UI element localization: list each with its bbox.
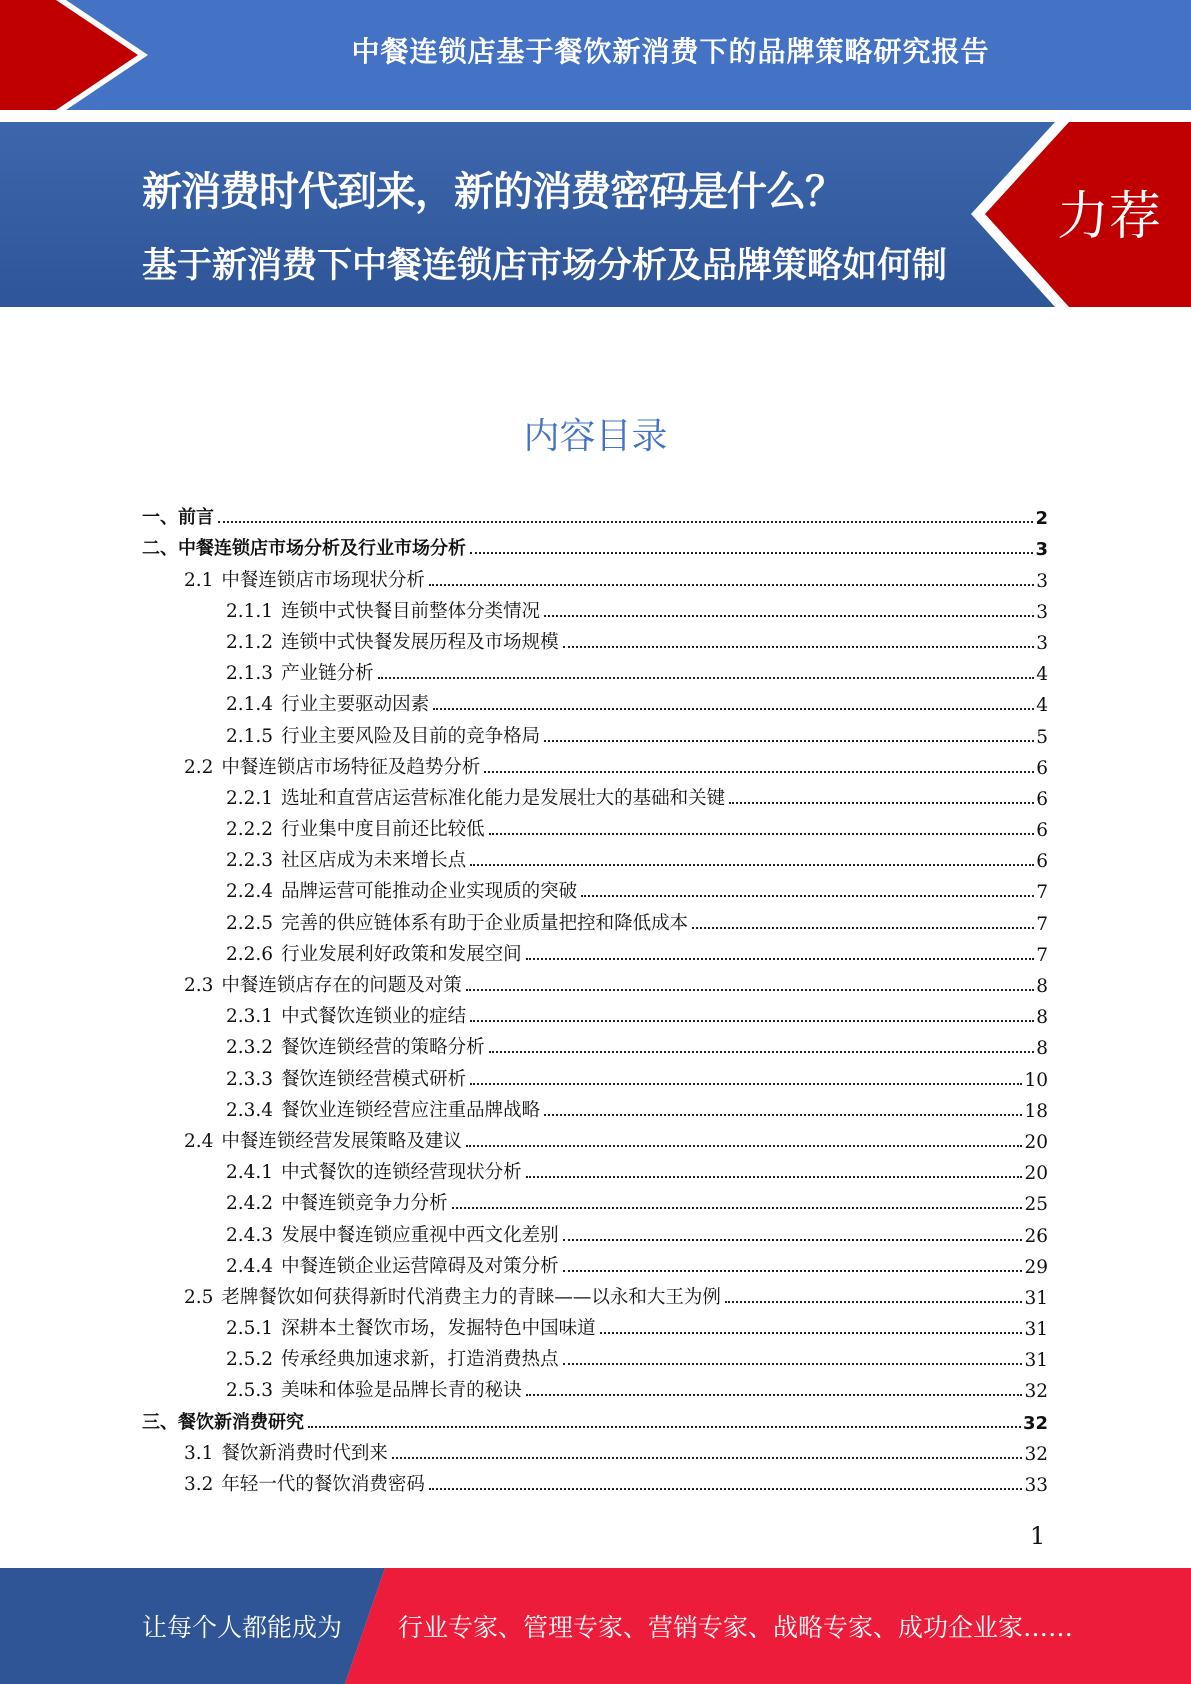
toc-entry-label (226, 1221, 563, 1247)
toc-entry[interactable] (142, 903, 1048, 934)
toc-entry-page: 8 (1036, 1007, 1048, 1029)
toc-entry-page: 18 (1024, 1100, 1048, 1122)
toc-entry[interactable] (142, 1059, 1048, 1090)
toc-entry-number: 2.4.3 (226, 1224, 274, 1246)
toc-entry-label (184, 1283, 725, 1309)
toc-entry-number: 2.5 (184, 1286, 214, 1308)
toc-entry-text: 中餐连锁经营发展策略及建议 (221, 1130, 462, 1152)
toc-leader-dots (526, 1394, 1023, 1396)
toc-entry-text: 中餐连锁竞争力分析 (281, 1193, 448, 1215)
toc-leader-dots (470, 864, 1034, 866)
toc-leader-dots (470, 1020, 1034, 1022)
toc-entry-text: 传承经典加速求新，打造消费热点 (281, 1349, 559, 1371)
toc-entry-text: 行业发展利好政策和发展空间 (281, 943, 522, 965)
toc-entry-label (226, 877, 581, 903)
toc-entry-label (226, 909, 692, 935)
toc-leader-dots (563, 646, 1035, 648)
toc-entry[interactable] (142, 498, 1048, 529)
toc-entry-text: 发展中餐连锁应重视中西文化差别 (281, 1224, 559, 1246)
toc-entry-label (184, 1470, 429, 1496)
toc-entry-text: 选址和直营店运营标准化能力是发展壮大的基础和关键 (281, 787, 726, 809)
toc-entry-page: 33 (1024, 1475, 1048, 1496)
toc-entry-page: 32 (1024, 1443, 1048, 1465)
toc-leader-dots (489, 833, 1035, 835)
toc-entry-label (226, 1033, 489, 1059)
toc-entry[interactable] (142, 529, 1048, 560)
toc-entry-number: 2.3.3 (226, 1068, 274, 1090)
footer-slogan-left: 让每个人都能成为 (142, 1613, 343, 1642)
toc-entry[interactable] (142, 841, 1048, 872)
toc-entry-page: 6 (1036, 757, 1048, 779)
toc-entry-text: 年轻一代的餐饮消费密码 (221, 1474, 425, 1495)
toc-entry-text: 产业链分析 (281, 663, 374, 685)
toc-entry-page: 26 (1024, 1225, 1048, 1247)
toc-leader-dots (470, 552, 1033, 554)
toc-leader-dots (466, 989, 1034, 991)
toc-entry-number: 2.4.2 (226, 1193, 274, 1215)
toc-entry-page: 3 (1036, 601, 1048, 623)
toc-entry-page: 3 (1036, 632, 1048, 654)
toc-leader-dots (544, 615, 1034, 617)
toc-entry-label (184, 566, 429, 592)
top-banner (0, 0, 1191, 110)
toc-entry-text: 社区店成为未来增长点 (281, 850, 467, 872)
toc-leader-dots (308, 1426, 1021, 1428)
toc-entry-number: 3.1 (184, 1442, 214, 1464)
subheadline: 基于新消费下中餐连锁店市场分析及品牌策略如何制定？？？ (142, 246, 948, 350)
toc-leader-dots (544, 740, 1034, 742)
toc-entry-page: 4 (1036, 664, 1048, 686)
toc-entry-page: 7 (1036, 944, 1048, 966)
toc-entry-text: 餐饮新消费时代到来 (221, 1442, 388, 1464)
toc-entry[interactable] (142, 1309, 1048, 1340)
toc-entry-label (226, 815, 489, 841)
toc-entry-label (226, 1345, 563, 1371)
toc-entry-text: 行业主要风险及目前的竞争格局 (281, 725, 541, 747)
toc-entry-page: 32 (1022, 1412, 1048, 1434)
toc-entry-text: 行业主要驱动因素 (281, 694, 430, 716)
toc-entry[interactable] (142, 872, 1048, 903)
toc-entry-label (226, 1096, 544, 1122)
toc-entry[interactable] (142, 779, 1048, 810)
toc-entry-label (142, 503, 218, 529)
toc-entry-text: 中餐连锁店市场特征及趋势分析 (221, 756, 481, 778)
table-of-contents (142, 498, 1048, 1496)
toc-entry-page: 3 (1035, 539, 1048, 561)
toc-entry[interactable] (142, 1402, 1048, 1433)
toc-leader-dots (433, 708, 1034, 710)
toc-entry-page: 6 (1036, 820, 1048, 842)
toc-leader-dots (378, 677, 1035, 679)
toc-entry[interactable] (142, 997, 1048, 1028)
toc-entry-label (226, 690, 433, 716)
toc-entry[interactable] (142, 1184, 1048, 1215)
toc-entry-text: 美味和体验是品牌长青的秘诀 (281, 1380, 522, 1402)
toc-entry-page: 2 (1035, 508, 1048, 530)
toc-entry-number: 2.2.2 (226, 819, 274, 841)
toc-entry-number: 2.1.1 (226, 600, 274, 622)
toc-entry-number: 2.2.3 (226, 850, 274, 872)
toc-entry-text: 中餐连锁店市场分析及行业市场分析 (178, 538, 466, 560)
toc-entry-label (226, 940, 526, 966)
toc-leader-dots (218, 521, 1033, 523)
toc-entry[interactable] (142, 1215, 1048, 1246)
toc-entry-label (226, 722, 544, 748)
toc-leader-dots (563, 1239, 1023, 1241)
toc-leader-dots (692, 927, 1034, 929)
toc-entry-number: 3.2 (184, 1474, 214, 1495)
toc-entry-label (226, 1158, 526, 1184)
toc-entry-number: 三、 (142, 1411, 178, 1433)
toc-entry-label (142, 1408, 308, 1434)
toc-entry-page: 31 (1024, 1287, 1048, 1309)
footer-banner (0, 1568, 1191, 1684)
toc-leader-dots (526, 958, 1035, 960)
toc-entry-label (226, 846, 470, 872)
toc-entry-label (184, 1439, 392, 1465)
toc-entry-number: 2.5.1 (226, 1318, 274, 1340)
toc-entry-page: 10 (1024, 1069, 1048, 1091)
toc-entry-text: 中餐连锁店存在的问题及对策 (221, 975, 462, 996)
toc-entry-label (226, 597, 544, 623)
toc-entry-number: 2.4 (184, 1130, 214, 1152)
toc-entry[interactable] (142, 560, 1048, 591)
toc-entry[interactable] (142, 1340, 1048, 1371)
toc-entry[interactable] (142, 654, 1048, 685)
toc-entry-page: 8 (1036, 976, 1048, 997)
toc-entry[interactable] (142, 1278, 1048, 1309)
report-title: 中餐连锁店基于餐饮新消费下的品牌策略研究报告 (351, 35, 990, 68)
toc-entry[interactable] (142, 966, 1048, 997)
toc-entry-label (226, 659, 378, 685)
toc-entry-label (226, 1376, 526, 1402)
toc-entry[interactable] (142, 623, 1048, 654)
toc-entry[interactable] (142, 1465, 1048, 1496)
toc-leader-dots (526, 1176, 1023, 1178)
toc-entry-text: 中餐连锁店市场现状分析 (221, 569, 425, 591)
toc-entry[interactable] (142, 1028, 1048, 1059)
toc-entry-number: 2.2.5 (226, 912, 274, 934)
toc-entry-text: 餐饮连锁经营的策略分析 (281, 1037, 485, 1059)
toc-entry-page: 31 (1024, 1350, 1048, 1372)
toc-leader-dots (429, 1488, 1023, 1490)
toc-entry-page: 5 (1036, 726, 1048, 748)
toc-entry-number: 2.2.4 (226, 881, 274, 903)
toc-entry-number: 2.1.4 (226, 694, 274, 716)
toc-entry[interactable] (142, 592, 1048, 623)
toc-leader-dots (544, 1114, 1022, 1116)
toc-leader-dots (600, 1332, 1023, 1334)
toc-entry-number: 2.2 (184, 756, 214, 778)
toc-entry-text: 老牌餐饮如何获得新时代消费主力的青睐——以永和大王为例 (221, 1286, 721, 1308)
toc-entry-page: 32 (1024, 1381, 1048, 1403)
toc-entry-number: 2.1.5 (226, 725, 274, 747)
red-arrow-decoration (0, 0, 150, 110)
toc-entry[interactable] (142, 1247, 1048, 1278)
toc-leader-dots (452, 1207, 1023, 1209)
toc-entry-page: 29 (1024, 1256, 1048, 1278)
toc-entry-number: 2.1.2 (226, 631, 274, 653)
toc-leader-dots (429, 584, 1034, 586)
page-number: 1 (1030, 1522, 1046, 1550)
toc-entry-number: 2.1 (184, 569, 214, 591)
toc-entry[interactable] (142, 1434, 1048, 1465)
toc-entry-number: 2.1.3 (226, 663, 274, 685)
toc-entry-label (184, 753, 484, 779)
toc-entry[interactable] (142, 1122, 1048, 1153)
toc-entry[interactable] (142, 716, 1048, 747)
toc-entry-label (226, 1189, 452, 1215)
toc-entry-text: 中式餐饮的连锁经营现状分析 (281, 1162, 522, 1184)
toc-entry-number: 2.2.6 (226, 943, 274, 965)
toc-entry-label (226, 1314, 600, 1340)
toc-leader-dots (729, 802, 1034, 804)
toc-entry-page: 25 (1024, 1194, 1048, 1216)
headline: 新消费时代到来，新的消费密码是什么？ (142, 169, 844, 215)
toc-entry-number: 2.3.2 (226, 1037, 274, 1059)
toc-entry-page: 6 (1036, 851, 1048, 873)
toc-entry-label (226, 1065, 470, 1091)
toc-entry-number: 2.5.3 (226, 1380, 274, 1402)
toc-entry-number: 二、 (142, 538, 178, 560)
toc-leader-dots (392, 1457, 1023, 1459)
toc-entry-number: 2.3 (184, 975, 214, 996)
headline-banner (0, 122, 1191, 350)
toc-entry-page: 3 (1036, 570, 1048, 592)
toc-entry-text: 行业集中度目前还比较低 (281, 819, 485, 841)
toc-entry-text: 中餐连锁企业运营障碍及对策分析 (281, 1255, 559, 1277)
toc-entry[interactable] (142, 935, 1048, 966)
toc-entry-page: 20 (1024, 1163, 1048, 1185)
footer-slogan-right: 行业专家、管理专家、营销专家、战略专家、成功企业家…… (398, 1613, 1074, 1642)
toc-entry-text: 连锁中式快餐目前整体分类情况 (281, 600, 541, 622)
toc-entry[interactable] (142, 1091, 1048, 1122)
toc-leader-dots (489, 1051, 1035, 1053)
toc-leader-dots (466, 1145, 1023, 1147)
toc-entry-page: 6 (1036, 788, 1048, 810)
toc-entry-number: 2.5.2 (226, 1349, 274, 1371)
toc-entry[interactable] (142, 1153, 1048, 1184)
toc-entry[interactable] (142, 685, 1048, 716)
toc-entry-text: 品牌运营可能推动企业实现质的突破 (281, 881, 578, 903)
toc-entry[interactable] (142, 1371, 1048, 1402)
toc-entry-number: 2.3.4 (226, 1099, 274, 1121)
toc-entry-number: 2.2.1 (226, 787, 274, 809)
recommend-badge: 力荐 (1056, 187, 1161, 247)
toc-entry-text: 连锁中式快餐发展历程及市场规模 (281, 631, 559, 653)
toc-entry-page: 7 (1036, 913, 1048, 935)
toc-entry-number: 2.4.4 (226, 1255, 274, 1277)
toc-leader-dots (563, 1270, 1023, 1272)
toc-entry-label (184, 1127, 466, 1153)
toc-leader-dots (581, 895, 1034, 897)
toc-entry-label (142, 534, 470, 560)
toc-entry-label (184, 971, 466, 997)
toc-entry-page: 20 (1024, 1131, 1048, 1153)
toc-entry-text: 深耕本土餐饮市场，发掘特色中国味道 (281, 1318, 596, 1340)
toc-entry-number: 一、 (142, 507, 178, 529)
toc-leader-dots (563, 1363, 1023, 1365)
toc-entry-page: 8 (1036, 1038, 1048, 1060)
toc-entry-text: 餐饮业连锁经营应注重品牌战略 (281, 1099, 541, 1121)
toc-entry-page: 4 (1036, 695, 1048, 717)
toc-entry-text: 前言 (178, 507, 214, 529)
toc-entry-label (226, 628, 563, 654)
toc-entry[interactable] (142, 810, 1048, 841)
toc-entry-label (226, 1002, 470, 1028)
toc-entry-label (226, 784, 729, 810)
toc-entry[interactable] (142, 748, 1048, 779)
toc-leader-dots (725, 1301, 1023, 1303)
toc-entry-label (226, 1252, 563, 1278)
toc-entry-text: 餐饮新消费研究 (178, 1411, 304, 1433)
toc-entry-text: 餐饮连锁经营模式研析 (281, 1068, 467, 1090)
toc-entry-page: 7 (1036, 882, 1048, 904)
toc-entry-number: 2.3.1 (226, 1006, 274, 1028)
toc-entry-text: 中式餐饮连锁业的症结 (281, 1006, 467, 1028)
toc-title: 内容目录 (523, 416, 668, 457)
toc-leader-dots (470, 1083, 1022, 1085)
toc-leader-dots (484, 771, 1034, 773)
toc-entry-number: 2.4.1 (226, 1162, 274, 1184)
toc-entry-text: 完善的供应链体系有助于企业质量把控和降低成本 (281, 912, 689, 934)
toc-entry-page: 31 (1024, 1319, 1048, 1341)
